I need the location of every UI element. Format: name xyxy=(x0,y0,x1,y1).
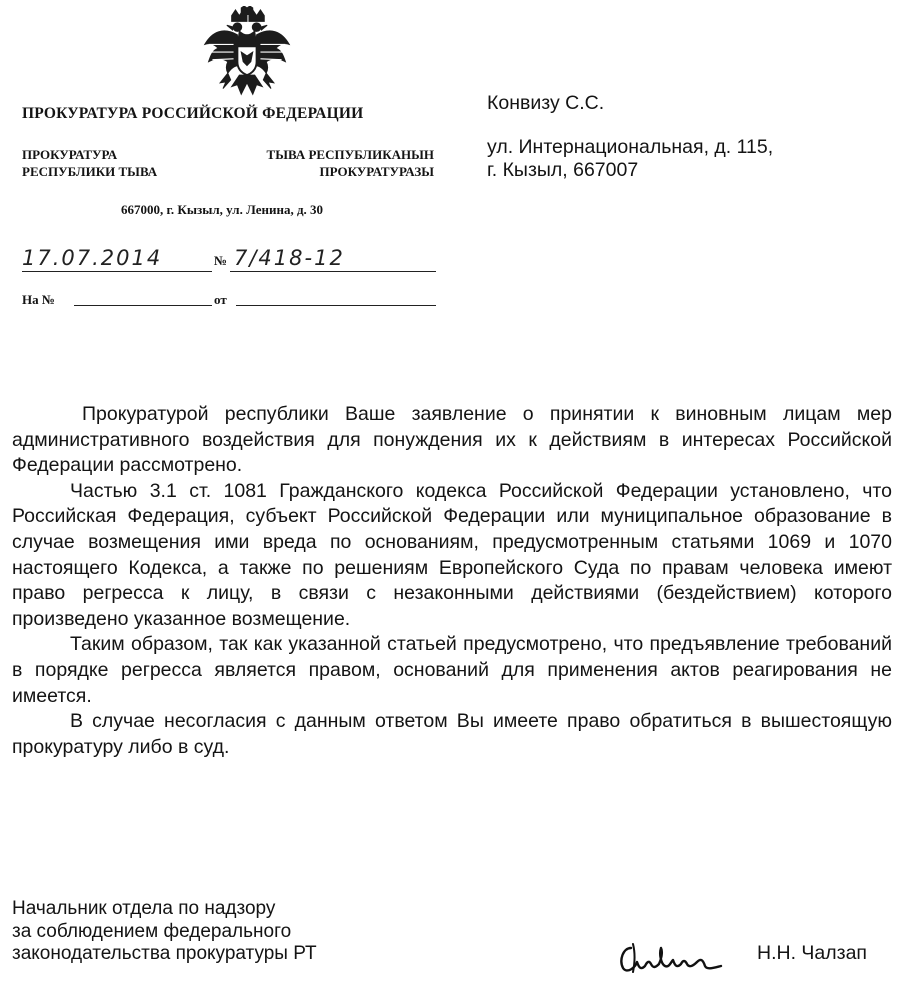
reply-reference-line xyxy=(22,290,436,310)
number-underline xyxy=(230,271,436,272)
subdivision-tyv-line: ТЫВА РЕСПУБЛИКАНЫН xyxy=(266,147,434,162)
registration-number: 7/418-12 xyxy=(234,246,345,270)
signer-name: Н.Н. Чалзап xyxy=(757,942,867,964)
reply-date-blank xyxy=(236,305,436,306)
addressee-block xyxy=(487,92,773,182)
letter-body xyxy=(12,402,892,760)
signatory-position xyxy=(12,898,317,966)
subdivision-ru-line: ПРОКУРАТУРА xyxy=(22,147,118,162)
handwritten-signature-icon xyxy=(617,938,725,978)
signatory-position-line: за соблюдением федерального xyxy=(12,920,292,942)
addressee-street: ул. Интернациональная, д. 115, xyxy=(487,136,774,158)
from-label: от xyxy=(214,292,227,307)
addressee-name: Конвизу С.С. xyxy=(487,92,605,114)
reply-to-label: На № xyxy=(22,292,55,307)
office-address: 667000, г. Кызыл, ул. Ленина, д. 30 xyxy=(120,202,324,217)
body-paragraph: Таким образом, так как указанной статьей предусмотрено, что предъявление требований в порядке регресса является правом, оснований для применения актов реагирования не имеется. xyxy=(12,633,892,707)
organization-title: ПРОКУРАТУРА РОССИЙСКОЙ ФЕДЕРАЦИИ xyxy=(22,105,364,122)
body-paragraph: Прокуратурой республики Ваше заявление о принятии к виновным лицам мер административного воздействия для понуждения их к действиям в интересах Российской Федерации рассмотрено. xyxy=(12,403,892,477)
subdivision-tyv-line: ПРОКУРАТУРАЗЫ xyxy=(319,164,434,179)
addressee-city: г. Кызыл, 667007 xyxy=(487,159,639,181)
registration-number-label: № xyxy=(214,253,228,268)
registration-date: 17.07.2014 xyxy=(22,246,163,270)
registration-line xyxy=(22,244,436,272)
coat-of-arms-icon xyxy=(198,6,296,102)
subdivision-ru xyxy=(22,146,157,180)
reply-number-blank xyxy=(74,305,212,306)
subdivision-ru-line: РЕСПУБЛИКИ ТЫВА xyxy=(22,164,158,179)
subdivision-tyv xyxy=(222,146,434,180)
date-underline xyxy=(22,271,212,272)
signatory-position-line: Начальник отдела по надзору xyxy=(12,898,276,919)
body-paragraph: Частью 3.1 ст. 1081 Гражданского кодекса Российской Федерации установлено, что Российская Федерация, субъект Российской Федерации или муниципальное образование в случае возмещения ими вреда по основаниям, предусмотренным статьями 1069 и 1070 настоящего Кодекса, а также по решениям Европейского Суда по правам человека имеют право регресса к лицу, в связи с незаконными действиями (бездействием) которого произведено указанное возмещение. xyxy=(12,479,892,630)
signatory-position-line: законодательства прокуратуры РТ xyxy=(12,943,317,964)
body-paragraph: В случае несогласия с данным ответом Вы имеете право обратиться в вышестоящую прокуратуру либо в суд. xyxy=(12,710,892,758)
